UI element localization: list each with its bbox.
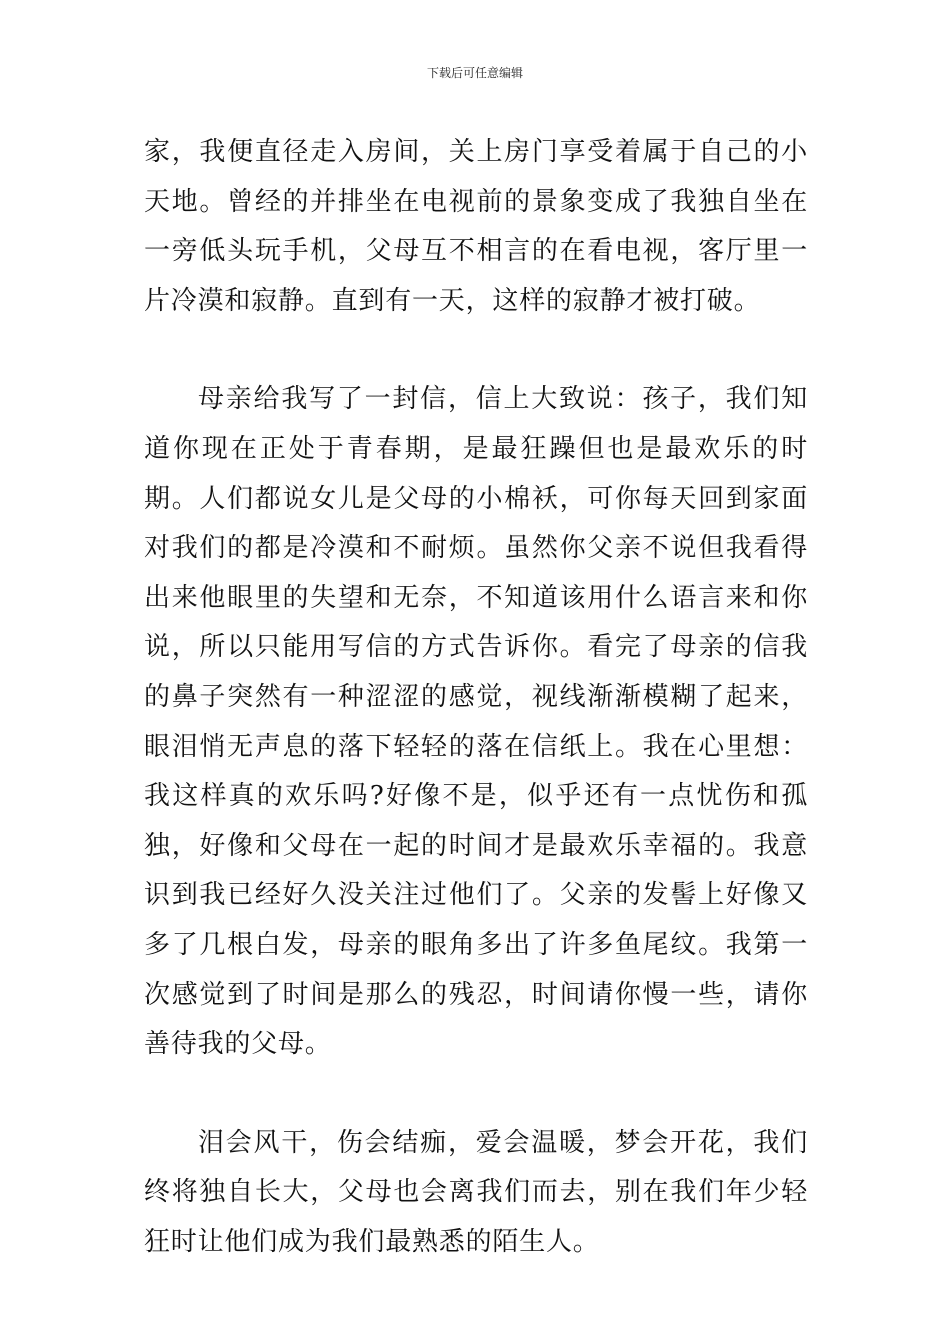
- page-header: 下载后可任意编辑: [426, 66, 523, 80]
- document-body: [144, 128, 808, 1267]
- paragraph-gap: [144, 326, 808, 375]
- paragraph-gap: [144, 1070, 808, 1119]
- paragraph-closing: 泪会风干，伤会结痂，爱会温暖，梦会开花，我们终将独自长大，父母也会离我们而去，别在我们年少轻狂时让他们成为我们最熟悉的陌生人。: [144, 1127, 808, 1257]
- paragraph-continuation: 家，我便直径走入房间，关上房门享受着属于自己的小天地。曾经的并排坐在电视前的景象变成了我独自坐在一旁低头玩手机，父母互不相言的在看电视，客厅里一片冷漠和寂静。直到有一天，这样的寂静才被打破。: [144, 137, 808, 316]
- paragraph-letter: 母亲给我写了一封信，信上大致说：孩子，我们知道你现在正处于青春期，是最狂躁但也是最欢乐的时期。人们都说女儿是父母的小棉袄，可你每天回到家面对我们的都是冷漠和不耐烦。虽然你父亲不说但我看得出来他眼里的失望和无奈，不知道该用什么语言来和你说，所以只能用写信的方式告诉你。看完了母亲的信我的鼻子突然有一种涩涩的感觉，视线渐渐模糊了起来，眼泪悄无声息的落下轻轻的落在信纸上。我在心里想：我这样真的欢乐吗?好像不是，似乎还有一点忧伤和孤独，好像和父母在一起的时间才是最欢乐幸福的。我意识到我已经好久没关注过他们了。父亲的发髻上好像又多了几根白发，母亲的眼角多出了许多鱼尾纹。我第一次感觉到了时间是那么的残忍，时间请你慢一些，请你善待我的父母。: [144, 384, 808, 1060]
